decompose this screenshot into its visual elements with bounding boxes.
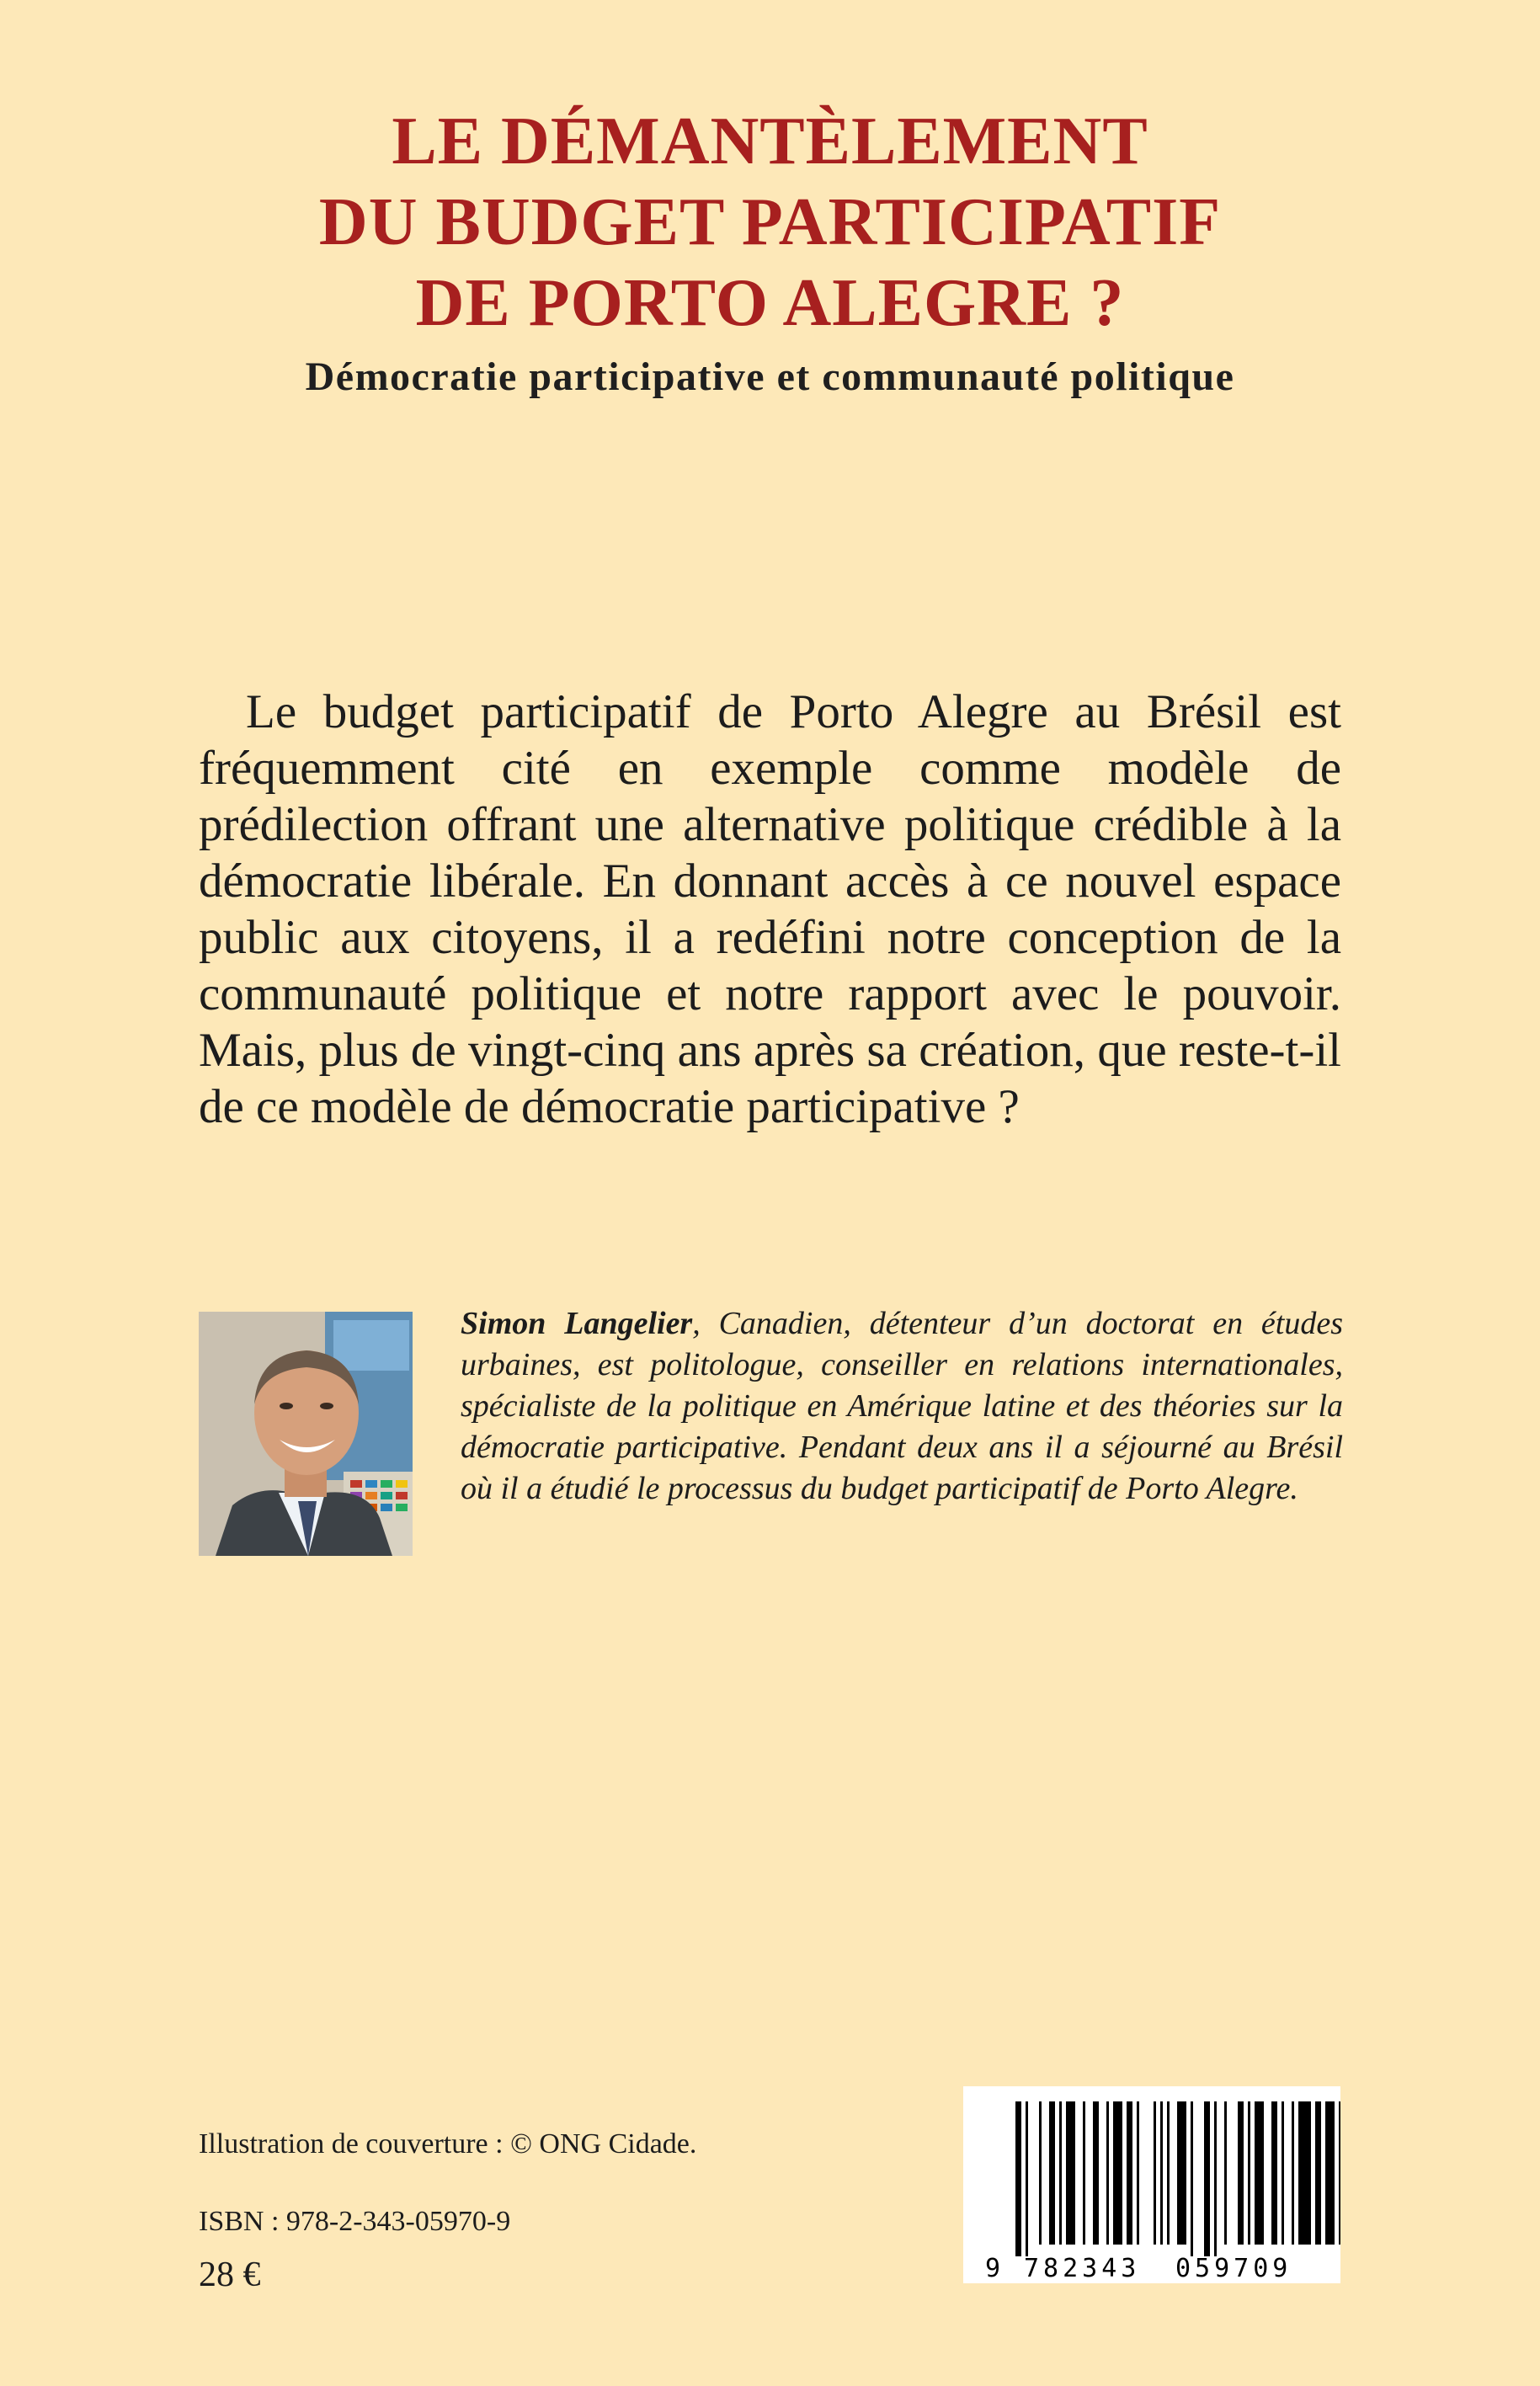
barcode-bar	[1292, 2101, 1294, 2245]
barcode-bars	[1015, 2101, 1340, 2256]
title-line-1: LE DÉMANTÈLEMENT	[392, 104, 1148, 178]
barcode-bar	[1160, 2101, 1163, 2245]
barcode-bar	[1049, 2101, 1055, 2245]
author-bio	[461, 1303, 1343, 1510]
book-subtitle: Démocratie participative et communauté politique	[305, 354, 1235, 399]
barcode-bar	[1093, 2101, 1099, 2245]
barcode-digit-prefix: 9	[985, 2254, 1001, 2283]
barcode-bar	[1154, 2101, 1156, 2245]
barcode-bar	[1298, 2101, 1311, 2245]
book-title	[0, 101, 1540, 344]
barcode-bar	[1177, 2101, 1186, 2245]
barcode-bar	[1059, 2101, 1062, 2245]
barcode-bar	[1191, 2101, 1193, 2256]
barcode-bar	[1315, 2101, 1321, 2245]
barcode-bar	[1248, 2101, 1250, 2245]
barcode-bar	[1282, 2101, 1284, 2245]
barcode-bar	[1137, 2101, 1139, 2245]
title-line-2: DU BUDGET PARTICIPATIF	[318, 185, 1222, 259]
barcode-bar	[1204, 2101, 1210, 2256]
barcode-bar	[1271, 2101, 1277, 2245]
barcode-bar	[1083, 2101, 1085, 2245]
barcode-bar	[1339, 2101, 1340, 2245]
barcode-bar	[1066, 2101, 1075, 2245]
cover-illustration-credit: Illustration de couverture : © ONG Cidade.	[199, 2128, 697, 2160]
barcode-graphic	[963, 2086, 1340, 2283]
barcode-bar	[1015, 2101, 1021, 2256]
barcode-bar	[1026, 2101, 1028, 2256]
barcode-bar	[1255, 2101, 1264, 2245]
barcode-bar	[1106, 2101, 1109, 2245]
barcode-bar	[1167, 2101, 1170, 2245]
barcode-bar	[1113, 2101, 1122, 2245]
price: 28 €	[199, 2256, 261, 2294]
barcode-bar	[1039, 2101, 1042, 2245]
title-line-3: DE PORTO ALEGRE ?	[415, 266, 1125, 340]
author-bio-text: , Canadien, détenteur d’un doctorat en études urbaines, est politologue, conseiller en relations internationales, spécialiste de la politique en Amérique latine et des théories sur la démocratie participative. Pendant deux ans il a séjourné au Brésil où il a étudié le processus du budget participatif de Porto Alegre.	[461, 1306, 1344, 1506]
barcode-digits-left: 782343	[1024, 2254, 1141, 2283]
author-portrait-image	[199, 1312, 413, 1556]
isbn: ISBN : 978-2-343-05970-9	[199, 2206, 511, 2237]
barcode-bar	[1325, 2101, 1335, 2245]
back-cover-blurb: Le budget participatif de Porto Alegre au Brésil est fréquemment cité en exemple comme modèle de prédilection offrant une alternative politique crédible à la démocratie libérale. En donnant accès à ce nouvel espace public aux citoyens, il a redéfini notre conception de la communauté politique et notre rapport avec le pouvoir. Mais, plus de vingt-cinq ans après sa création, que reste-t-il de ce modèle de démocratie participative ?	[199, 685, 1341, 1133]
barcode-bar	[1224, 2101, 1227, 2245]
author-photo	[199, 1312, 413, 1556]
author-name: Simon Langelier	[461, 1306, 693, 1341]
barcode-bar	[1127, 2101, 1132, 2245]
isbn-barcode	[963, 2086, 1340, 2283]
barcode-bar	[1214, 2101, 1217, 2256]
barcode-bar	[1238, 2101, 1244, 2245]
barcode-digits-right: 059709	[1175, 2254, 1292, 2283]
